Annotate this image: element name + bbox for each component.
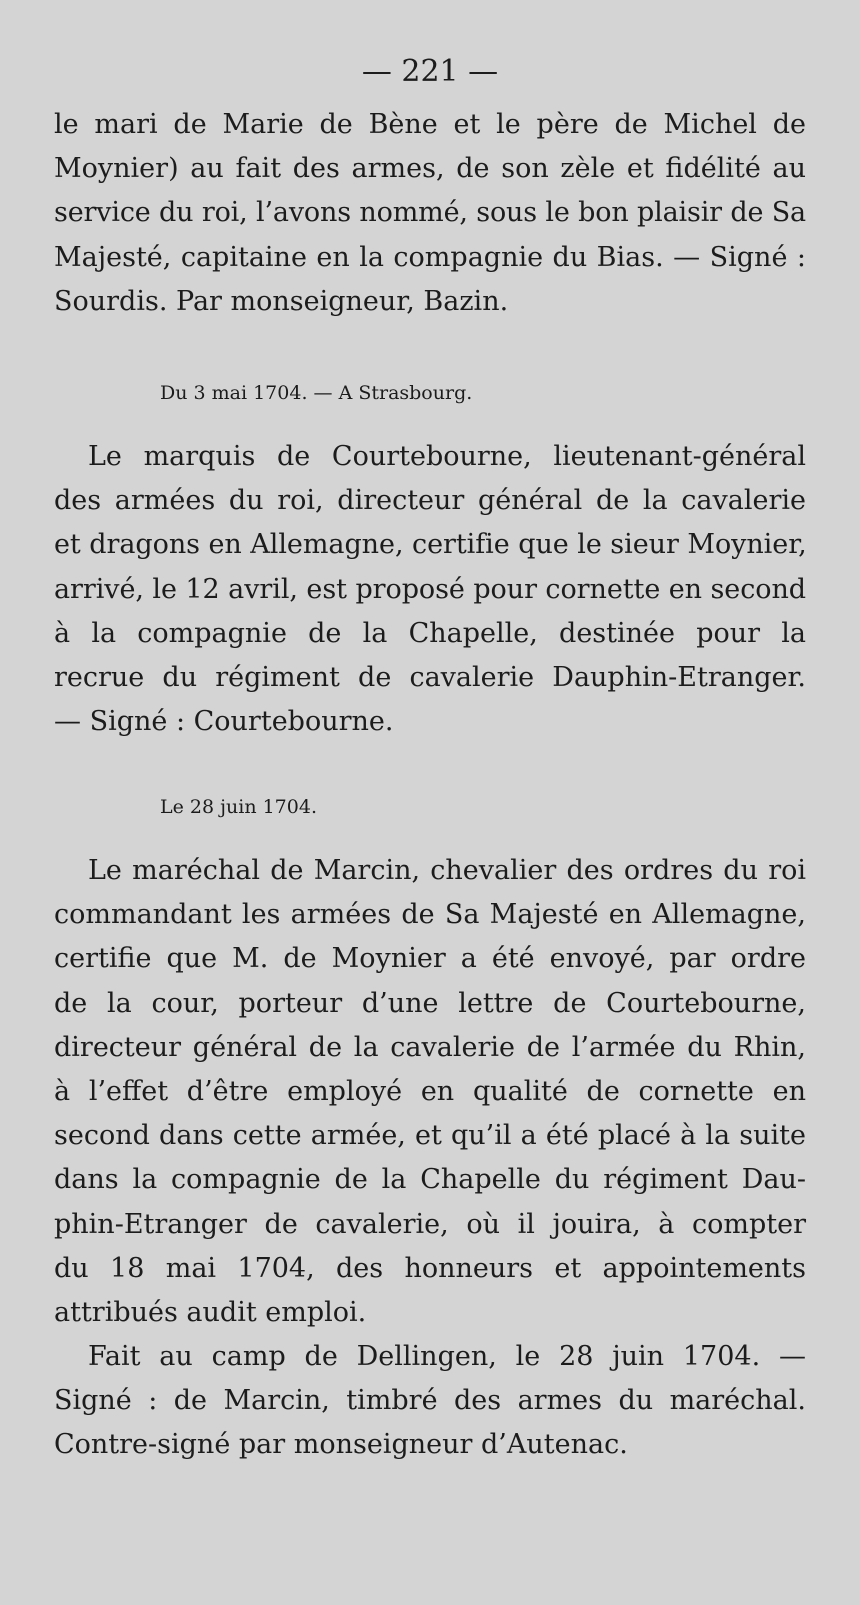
text-line: Majesté, capitaine en la compagnie du Bias. — Signé :	[54, 241, 806, 273]
text-line: commandant les armées de Sa Majesté en Allemagne,	[54, 899, 806, 931]
text-line: directeur général de la cavalerie de l’armée du Rhin,	[54, 1031, 806, 1063]
text-line: Moynier) au fait des armes, de son zèle et fidélité au	[54, 153, 806, 185]
text-line: Le maréchal de Marcin, chevalier des ordres du roi	[88, 855, 806, 886]
text-line: certifie que M. de Moynier a été envoyé, par ordre	[54, 943, 806, 975]
text-line: recrue du régiment de cavalerie Dauphin-Etranger.	[54, 662, 806, 694]
text-line: des armées du roi, directeur général de la cavalerie	[54, 485, 806, 517]
paragraph-signature	[54, 1335, 806, 1468]
paragraph-marcin	[54, 849, 806, 1335]
text-line: service du roi, l’avons nommé, sous le bon plaisir de Sa	[54, 197, 806, 229]
page-number: — 221 —	[361, 54, 499, 89]
paragraph-courtebourne	[54, 435, 806, 744]
text-line: à la compagnie de la Chapelle, destinée pour la	[54, 617, 806, 649]
entry-heading-june: Le 28 juin 1704.	[160, 796, 317, 818]
paragraph-continuation	[54, 103, 806, 324]
text-line: Signé : de Marcin, timbré des armes du maréchal.	[54, 1385, 806, 1417]
text-line: dans la compagnie de la Chapelle du régiment Dau-	[54, 1164, 806, 1196]
text-line: Fait au camp de Dellingen, le 28 juin 1704. —	[88, 1341, 806, 1372]
text-line: — Signé : Courtebourne.	[54, 706, 394, 738]
text-line: le mari de Marie de Bène et le père de Michel de	[54, 109, 806, 140]
text-line: phin-Etranger de cavalerie, où il jouira, à compter	[54, 1208, 806, 1240]
text-line: du 18 mai 1704, des honneurs et appointements	[54, 1252, 806, 1284]
text-line: attribués audit emploi.	[54, 1297, 367, 1329]
text-line: Le marquis de Courtebourne, lieutenant-général	[88, 441, 806, 472]
text-line: second dans cette armée, et qu’il a été placé à la suite	[54, 1120, 806, 1152]
text-line: de la cour, porteur d’une lettre de Courtebourne,	[54, 987, 806, 1019]
text-line: à l’effet d’être employé en qualité de cornette en	[54, 1076, 806, 1108]
text-line: Sourdis. Par monseigneur, Bazin.	[54, 285, 509, 317]
entry-heading-strasbourg: Du 3 mai 1704. — A Strasbourg.	[160, 382, 473, 404]
text-line: Contre-signé par monseigneur d’Autenac.	[54, 1429, 628, 1461]
text-line: arrivé, le 12 avril, est proposé pour cornette en second	[54, 573, 807, 605]
text-line: et dragons en Allemagne, certifie que le sieur Moynier,	[54, 529, 807, 561]
